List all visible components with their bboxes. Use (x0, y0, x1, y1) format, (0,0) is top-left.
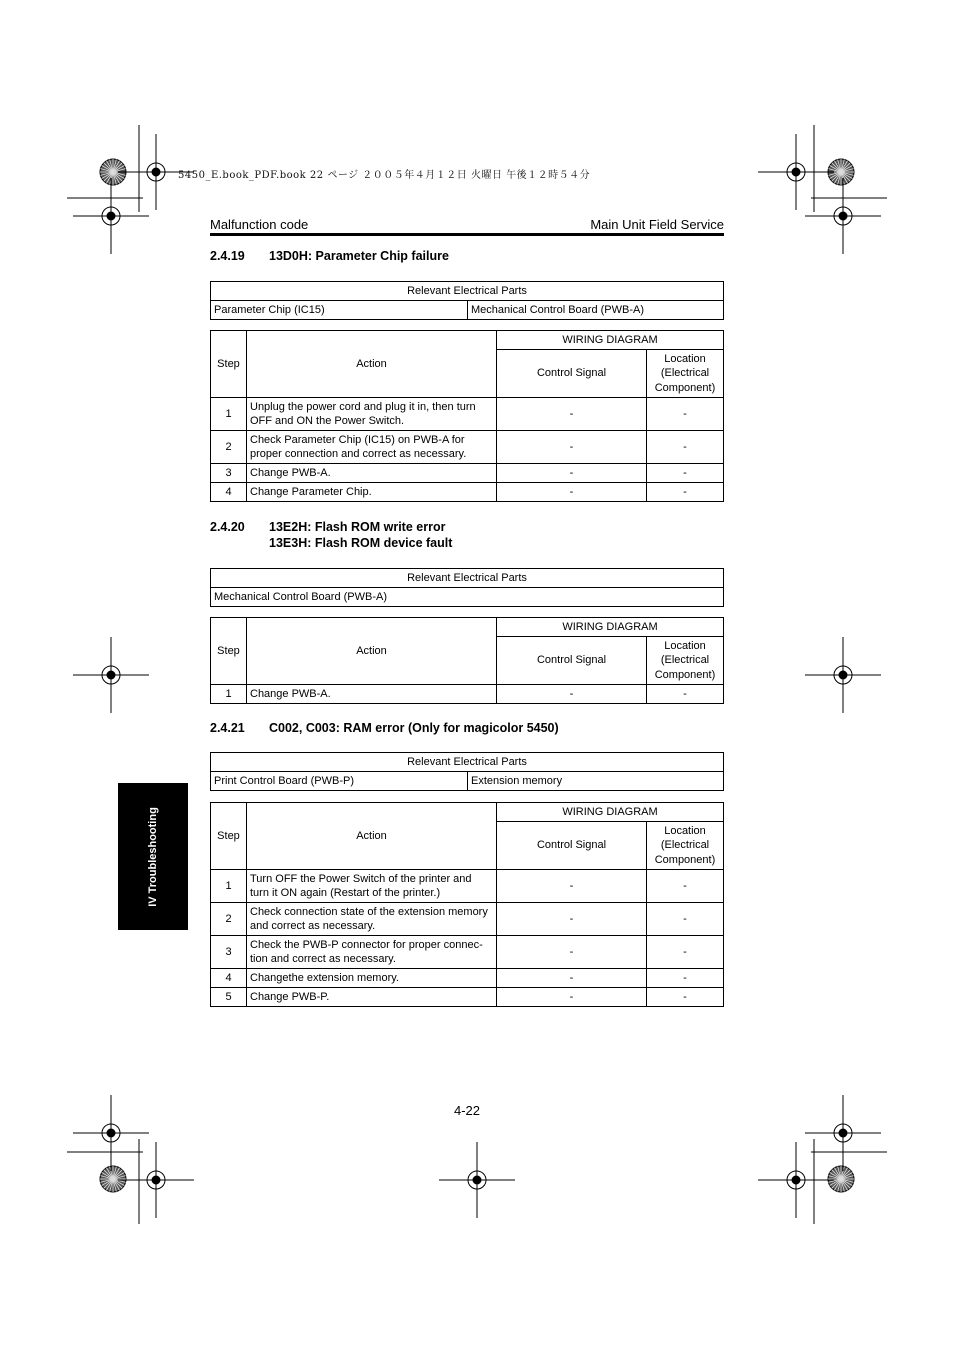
parts-table-2-4-19 (210, 281, 724, 320)
action-table-2-4-20 (210, 617, 724, 704)
action-table-2-4-19 (210, 330, 724, 502)
part-cell: Parameter Chip (IC15) (211, 301, 468, 320)
wiring-diagram-header: WIRING DIAGRAM (497, 331, 724, 350)
side-tab-label: IV Troubleshooting (147, 806, 159, 907)
table-row: 3 Change PWB-A. - - (211, 464, 724, 483)
table-row: 2 Check connection state of the extension memory and correct as necessary. - - (211, 903, 724, 936)
registration-crosshair-icon (73, 1095, 149, 1171)
section-title: C002, C003: RAM error (Only for magicolor 5450) (269, 721, 559, 735)
part-cell: Mechanical Control Board (PWB-A) (211, 588, 724, 607)
header-left: Malfunction code (210, 217, 309, 232)
parts-table-2-4-21 (210, 752, 724, 791)
section-heading-2-4-21 (210, 721, 559, 735)
side-tab (118, 783, 188, 930)
part-cell: Extension memory (468, 772, 724, 791)
registration-crosshair-icon (758, 134, 834, 210)
table-row: 4 Changethe extension memory. - - (211, 969, 724, 988)
print-slug: 5450_E.book_PDF.book 22 ページ ２００５年４月１２日 火曜日 午後１２時５４分 (178, 170, 591, 181)
control-signal-header: Control Signal (497, 822, 647, 870)
action-table-2-4-21 (210, 802, 724, 1007)
section-number: 2.4.20 (210, 520, 245, 534)
section-heading-2-4-20 (210, 520, 452, 550)
section-number: 2.4.19 (210, 249, 245, 263)
table-row: 4 Change Parameter Chip. - - (211, 483, 724, 502)
table-row: 1 Unplug the power cord and plug it in, then turn OFF and ON the Power Switch. - - (211, 398, 724, 431)
location-header: Location (Electrical Component) (647, 637, 724, 685)
registration-crosshair-icon (118, 1142, 194, 1218)
table-row: 5 Change PWB-P. - - (211, 988, 724, 1007)
registration-star-icon (100, 1166, 126, 1192)
section-title-2: 13E3H: Flash ROM device fault (269, 536, 453, 550)
step-header: Step (211, 803, 247, 870)
registration-crosshair-icon (758, 1142, 834, 1218)
table-row: 1 Turn OFF the Power Switch of the printer and turn it ON again (Restart of the printer.) - - (211, 870, 724, 903)
header-right: Main Unit Field Service (590, 217, 724, 232)
parts-table-2-4-20 (210, 568, 724, 607)
part-cell: Mechanical Control Board (PWB-A) (468, 301, 724, 320)
action-header: Action (247, 331, 497, 398)
page-number: 4-22 (454, 1103, 481, 1118)
control-signal-header: Control Signal (497, 350, 647, 398)
section-heading-2-4-19 (210, 249, 449, 263)
step-header: Step (211, 618, 247, 685)
registration-crosshair-icon (439, 1142, 515, 1218)
step-header: Step (211, 331, 247, 398)
part-cell: Print Control Board (PWB-P) (211, 772, 468, 791)
wiring-diagram-header: WIRING DIAGRAM (497, 803, 724, 822)
table-row: 1 Change PWB-A. - - (211, 685, 724, 704)
registration-crosshair-icon (73, 637, 149, 713)
header-rule (210, 233, 724, 236)
section-title: 13E2H: Flash ROM write error (269, 520, 446, 534)
registration-crosshair-icon (805, 1095, 881, 1171)
parts-header: Relevant Electrical Parts (211, 282, 724, 301)
parts-header: Relevant Electrical Parts (211, 569, 724, 588)
location-header: Location (Electrical Component) (647, 822, 724, 870)
action-header: Action (247, 618, 497, 685)
action-header: Action (247, 803, 497, 870)
section-number: 2.4.21 (210, 721, 245, 735)
registration-crosshair-icon (805, 637, 881, 713)
registration-crosshair-icon (805, 178, 881, 254)
parts-header: Relevant Electrical Parts (211, 753, 724, 772)
control-signal-header: Control Signal (497, 637, 647, 685)
wiring-diagram-header: WIRING DIAGRAM (497, 618, 724, 637)
registration-crosshair-icon (73, 178, 149, 254)
registration-star-icon (828, 1166, 854, 1192)
section-title: 13D0H: Parameter Chip failure (269, 249, 449, 263)
table-row: 3 Check the PWB-P connector for proper connec-tion and correct as necessary. - - (211, 936, 724, 969)
table-row: 2 Check Parameter Chip (IC15) on PWB-A for proper connection and correct as necessary. - - (211, 431, 724, 464)
location-header: Location (Electrical Component) (647, 350, 724, 398)
